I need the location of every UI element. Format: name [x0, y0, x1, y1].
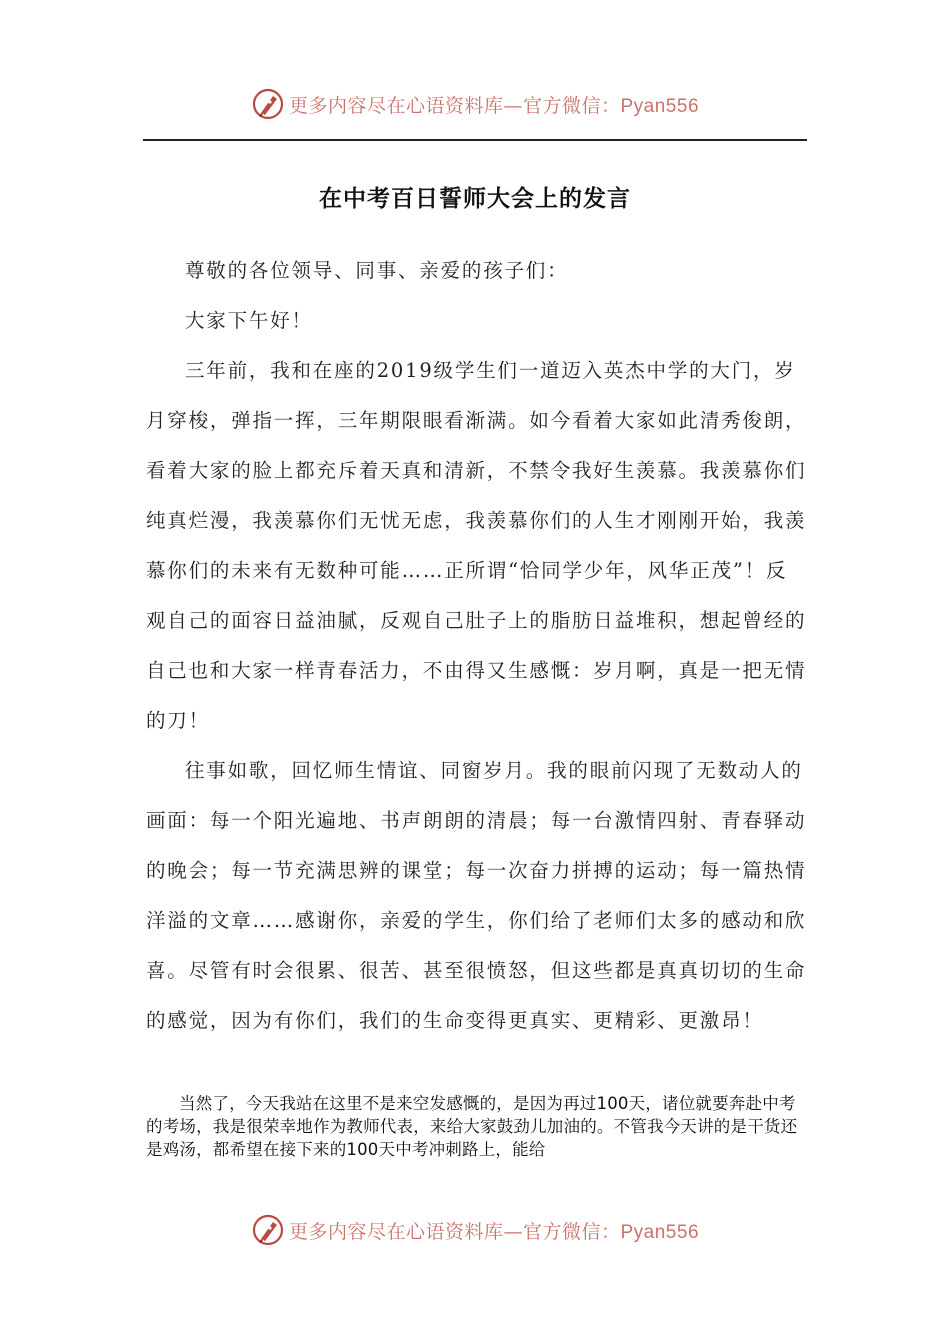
header-divider: [143, 139, 807, 141]
header-banner-text: 更多内容尽在心语资料库—官方微信：Pyan556: [288, 94, 700, 117]
footer-banner: [0, 1210, 950, 1250]
pen-nib-logo-icon: [251, 87, 285, 121]
footer-banner-text: 更多内容尽在心语资料库—官方微信：Pyan556: [288, 1220, 700, 1243]
body-paragraph: 往事如歌，回忆师生情谊、同窗岁月。我的眼前闪现了无数动人的画面：每一个阳光遍地、书声朗朗的清晨；每一台激情四射、青春驿动的晚会；每一节充满思辨的课堂；每一次奋力拼搏的运动；每一篇热情洋溢的文章……感谢你，亲爱的学生，你们给了老师们太多的感动和欣喜。尽管有时会很累、很苦、甚至很愤怒，但这些都是真真切切的生命的感觉，因为有你们，我们的生命变得更真实、更精彩、更激昂！: [146, 759, 807, 1032]
pen-nib-logo-icon: [251, 1213, 285, 1247]
speech-tail: [146, 1092, 808, 1161]
speech-body: [146, 246, 808, 1046]
body-paragraph: 三年前，我和在座的2019级学生们一道迈入英杰中学的大门，岁月穿梭，弹指一挥，三年期限眼看渐满。如今看着大家如此清秀俊朗，看着大家的脸上都充斥着天真和清新，不禁令我好生羡慕。我羡慕你们纯真烂漫，我羡慕你们无忧无虑，我羡慕你们的人生才刚刚开始，我羡慕你们的未来有无数种可能……正所谓“恰同学少年，风华正茂”！反观自己的面容日益油腻，反观自己肚子上的脂肪日益堆积，想起曾经的自己也和大家一样青春活力，不由得又生感慨：岁月啊，真是一把无情的刀！: [146, 359, 807, 732]
greeting-paragraph: 大家下午好！: [185, 309, 313, 332]
header-banner: [0, 84, 950, 124]
footer-wechat-id: Pyan556: [620, 1221, 700, 1243]
header-wechat-id: Pyan556: [620, 95, 700, 117]
page-title: 在中考百日誓师大会上的发言: [319, 185, 631, 212]
salutation-paragraph: 尊敬的各位领导、同事、亲爱的孩子们：: [185, 259, 569, 282]
tail-paragraph: 当然了，今天我站在这里不是来空发感慨的，是因为再过100天，诸位就要奔赴中考的考场，我是很荣幸地作为教师代表，来给大家鼓劲儿加油的。不管我今天讲的是干货还是鸡汤，都希望在接下来的100天中考冲刺路上，能给: [146, 1094, 798, 1159]
